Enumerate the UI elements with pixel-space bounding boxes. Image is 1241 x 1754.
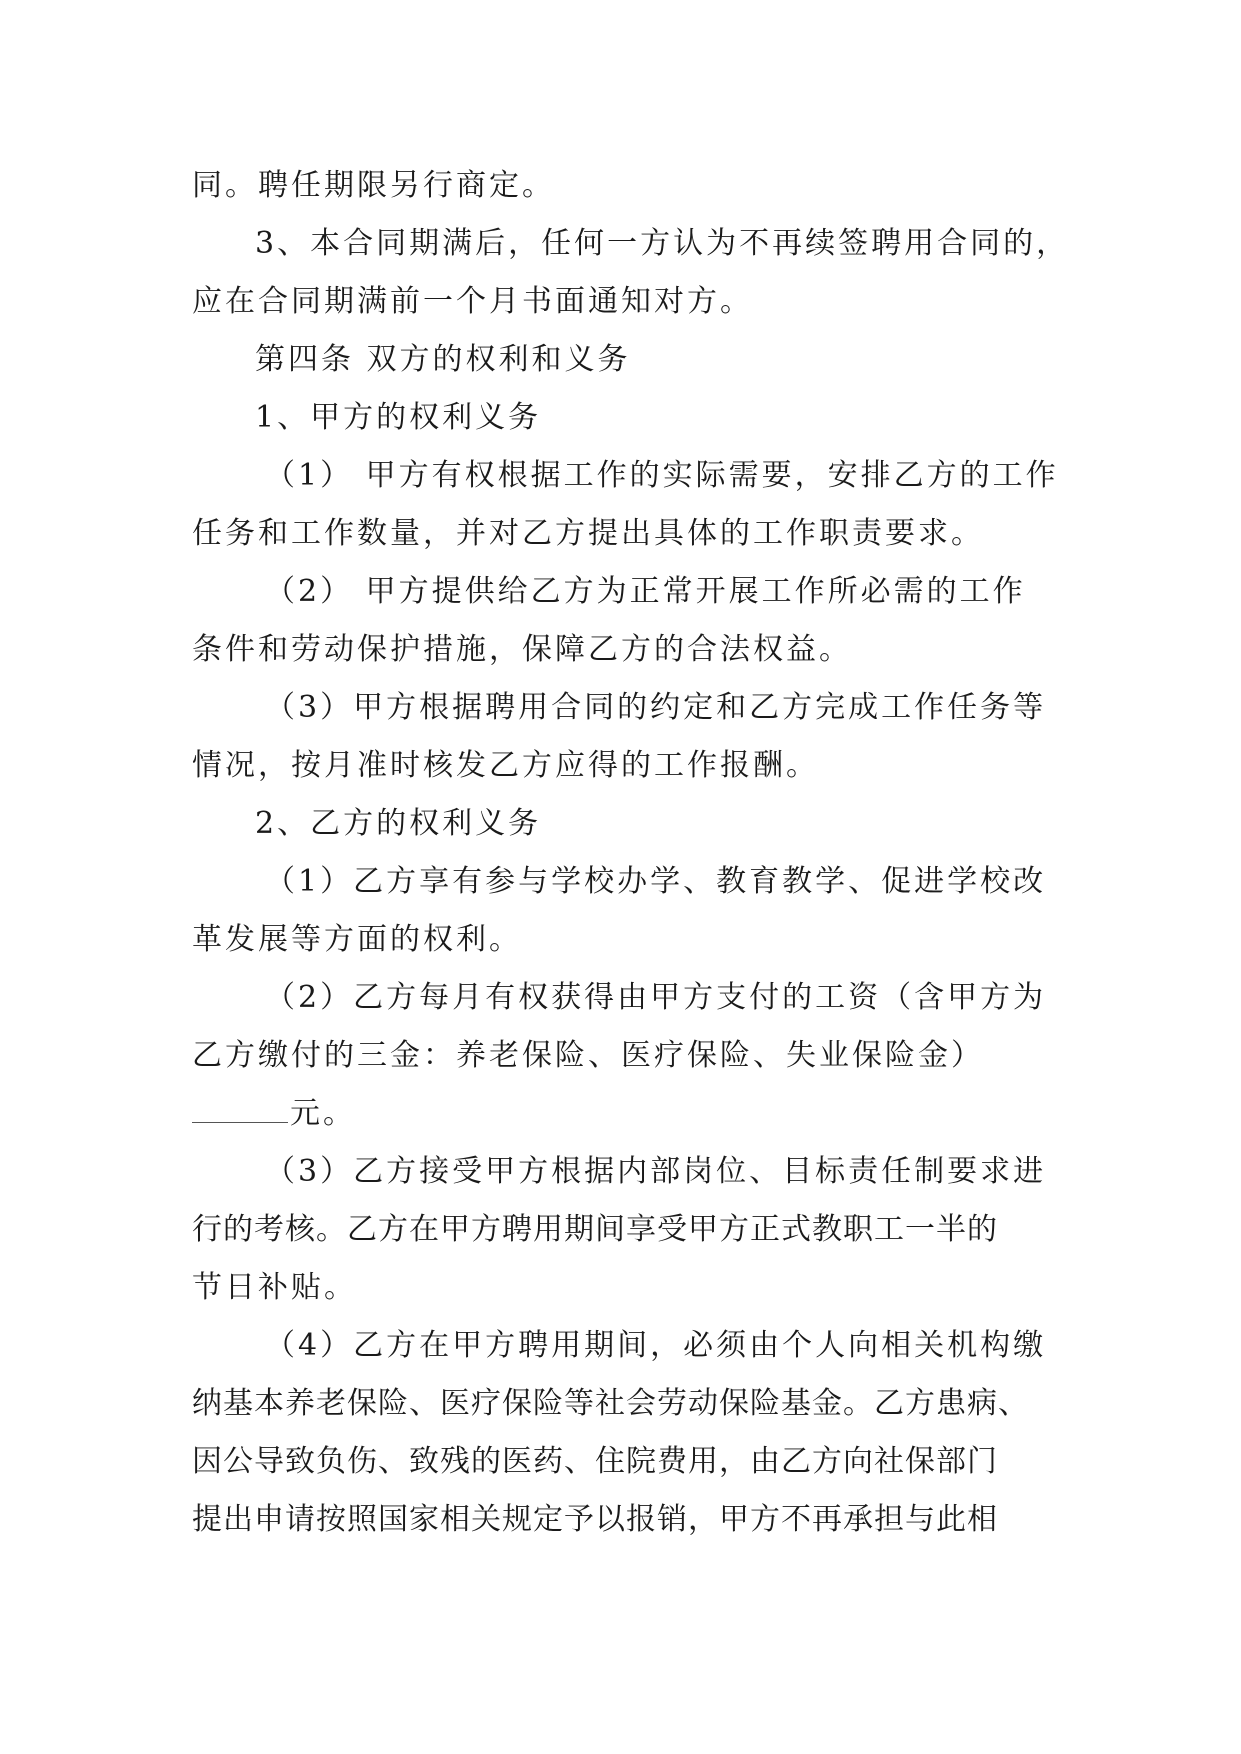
text-line: 节日补贴。 — [192, 1270, 357, 1305]
text-line: 革发展等方面的权利。 — [192, 922, 522, 957]
text-line: 条件和劳动保护措施，保障乙方的合法权益。 — [192, 632, 852, 667]
text-line: （4）乙方在甲方聘用期间，必须由个人向相关机构缴 — [265, 1328, 1047, 1363]
text-line: 同。聘任期限另行商定。 — [192, 168, 555, 203]
text-line: （1）乙方享有参与学校办学、教育教学、促进学校改 — [265, 864, 1047, 899]
text-line: （3）乙方接受甲方根据内部岗位、目标责任制要求进 — [265, 1154, 1047, 1189]
text-line: （1） 甲方有权根据工作的实际需要，安排乙方的工作 — [265, 458, 1059, 493]
text-line: （2）乙方每月有权获得由甲方支付的工资（含甲方为 — [265, 980, 1047, 1015]
text-line: 任务和工作数量，并对乙方提出具体的工作职责要求。 — [192, 516, 984, 551]
text-line: （2） 甲方提供给乙方为正常开展工作所必需的工作 — [265, 574, 1026, 609]
salary-blank — [192, 1121, 288, 1123]
text-line: 应在合同期满前一个月书面通知对方。 — [192, 284, 753, 319]
section-heading: 第四条 双方的权利和义务 — [255, 342, 631, 377]
text-line: 因公导致负伤、致残的医药、住院费用，由乙方向社保部门 — [192, 1444, 998, 1479]
text-line: 乙方缴付的三金：养老保险、医疗保险、失业保险金） — [192, 1038, 984, 1073]
text-line: 提出申请按照国家相关规定予以报销，甲方不再承担与此相 — [192, 1502, 998, 1537]
subsection-heading: 2、乙方的权利义务 — [255, 806, 542, 841]
text-line: 行的考核。乙方在甲方聘用期间享受甲方正式教职工一半的 — [192, 1212, 998, 1247]
text-line: （3）甲方根据聘用合同的约定和乙方完成工作任务等 — [265, 690, 1047, 725]
text-line: 纳基本养老保险、医疗保险等社会劳动保险基金。乙方患病、 — [192, 1386, 1029, 1421]
text-line: 3、本合同期满后，任何一方认为不再续签聘用合同的， — [255, 226, 1070, 261]
subsection-heading: 1、甲方的权利义务 — [255, 400, 542, 435]
salary-unit: 元。 — [290, 1096, 356, 1131]
salary-line — [192, 1094, 356, 1134]
text-line: 情况，按月准时核发乙方应得的工作报酬。 — [192, 748, 819, 783]
